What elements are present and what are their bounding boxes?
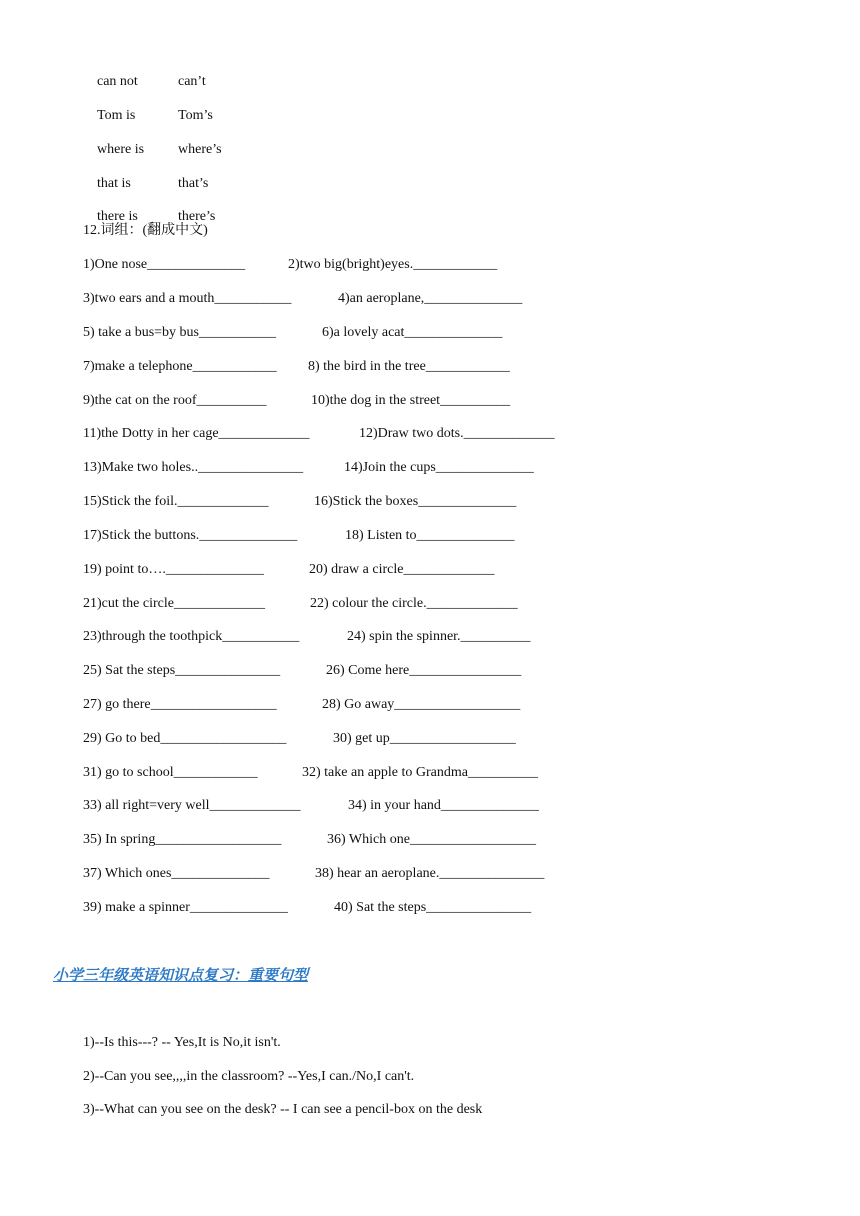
phrase-right: 6)a lovely acat______________ [322, 325, 503, 340]
phrase-right: 30) get up__________________ [333, 731, 516, 746]
phrase-left: 23)through the toothpick___________ [83, 629, 300, 644]
contraction-short: Tom’s [178, 108, 213, 123]
phrase-right: 12)Draw two dots._____________ [359, 426, 555, 441]
phrase-right: 4)an aeroplane,______________ [338, 291, 523, 306]
phrase-right: 22) colour the circle._____________ [310, 596, 518, 611]
phrase-right: 40) Sat the steps_______________ [334, 900, 532, 915]
contraction-full: can not [97, 74, 138, 89]
phrase-right: 32) take an apple to Grandma__________ [302, 765, 538, 780]
phrase-left: 15)Stick the foil._____________ [83, 494, 269, 509]
sentence-item: 1)--Is this---? -- Yes,It is No,it isn't. [83, 1035, 281, 1050]
phrase-right: 36) Which one__________________ [327, 832, 536, 847]
contraction-row [83, 86, 213, 123]
contraction-short: there’s [178, 209, 216, 224]
contraction-full: where is [97, 142, 145, 157]
contraction-short: where’s [178, 142, 222, 157]
phrase-right: 2)two big(bright)eyes.____________ [288, 257, 498, 272]
phrase-left: 9)the cat on the roof__________ [83, 393, 267, 408]
phrase-right: 26) Come here________________ [326, 663, 522, 678]
phrase-left: 25) Sat the steps_______________ [83, 663, 281, 678]
phrase-right: 38) hear an aeroplane._______________ [315, 866, 545, 881]
contraction-short: that’s [178, 176, 209, 191]
contraction-row [83, 120, 222, 157]
phrase-right: 14)Join the cups______________ [344, 460, 534, 475]
contraction-full: Tom is [97, 108, 136, 123]
phrase-right: 24) spin the spinner.__________ [347, 629, 531, 644]
phrase-left: 29) Go to bed__________________ [83, 731, 287, 746]
phrase-left: 21)cut the circle_____________ [83, 596, 265, 611]
phrase-left: 31) go to school____________ [83, 765, 258, 780]
phrase-left: 27) go there__________________ [83, 697, 277, 712]
phrase-right: 34) in your hand______________ [348, 798, 539, 813]
phrase-left: 7)make a telephone____________ [83, 359, 277, 374]
contraction-full: that is [97, 176, 131, 191]
phrase-left: 17)Stick the buttons.______________ [83, 528, 298, 543]
sentence-item: 3)--What can you see on the desk? -- I can see a pencil-box on the desk [83, 1102, 483, 1117]
phrase-left: 11)the Dotty in her cage_____________ [83, 426, 310, 441]
phrase-right: 16)Stick the boxes______________ [314, 494, 517, 509]
phrase-left: 13)Make two holes.._______________ [83, 460, 304, 475]
phrase-left: 1)One nose______________ [83, 257, 246, 272]
phrases-title: 12.词组：(翻成中文) [83, 223, 208, 238]
phrase-right: 28) Go away__________________ [322, 697, 521, 712]
section-heading-link[interactable]: 小学三年级英语知识点复习：重要句型 [53, 966, 309, 984]
phrase-left: 5) take a bus=by bus___________ [83, 325, 276, 340]
phrase-right: 8) the bird in the tree____________ [308, 359, 510, 374]
phrase-left: 3)two ears and a mouth___________ [83, 291, 292, 306]
phrase-right: 18) Listen to______________ [345, 528, 515, 543]
contraction-full: there is [97, 209, 138, 224]
phrase-left: 19) point to….______________ [83, 562, 264, 577]
contraction-short: can’t [178, 74, 206, 89]
phrase-left: 35) In spring__________________ [83, 832, 282, 847]
phrase-left: 39) make a spinner______________ [83, 900, 288, 915]
contraction-row [83, 187, 216, 224]
contraction-row [83, 52, 206, 89]
sentence-item: 2)--Can you see,,,,in the classroom? --Yes,I can./No,I can't. [83, 1069, 415, 1084]
contraction-row [83, 154, 209, 191]
phrase-right: 10)the dog in the street__________ [311, 393, 511, 408]
phrase-left: 33) all right=very well_____________ [83, 798, 301, 813]
phrase-left: 37) Which ones______________ [83, 866, 270, 881]
phrase-right: 20) draw a circle_____________ [309, 562, 495, 577]
